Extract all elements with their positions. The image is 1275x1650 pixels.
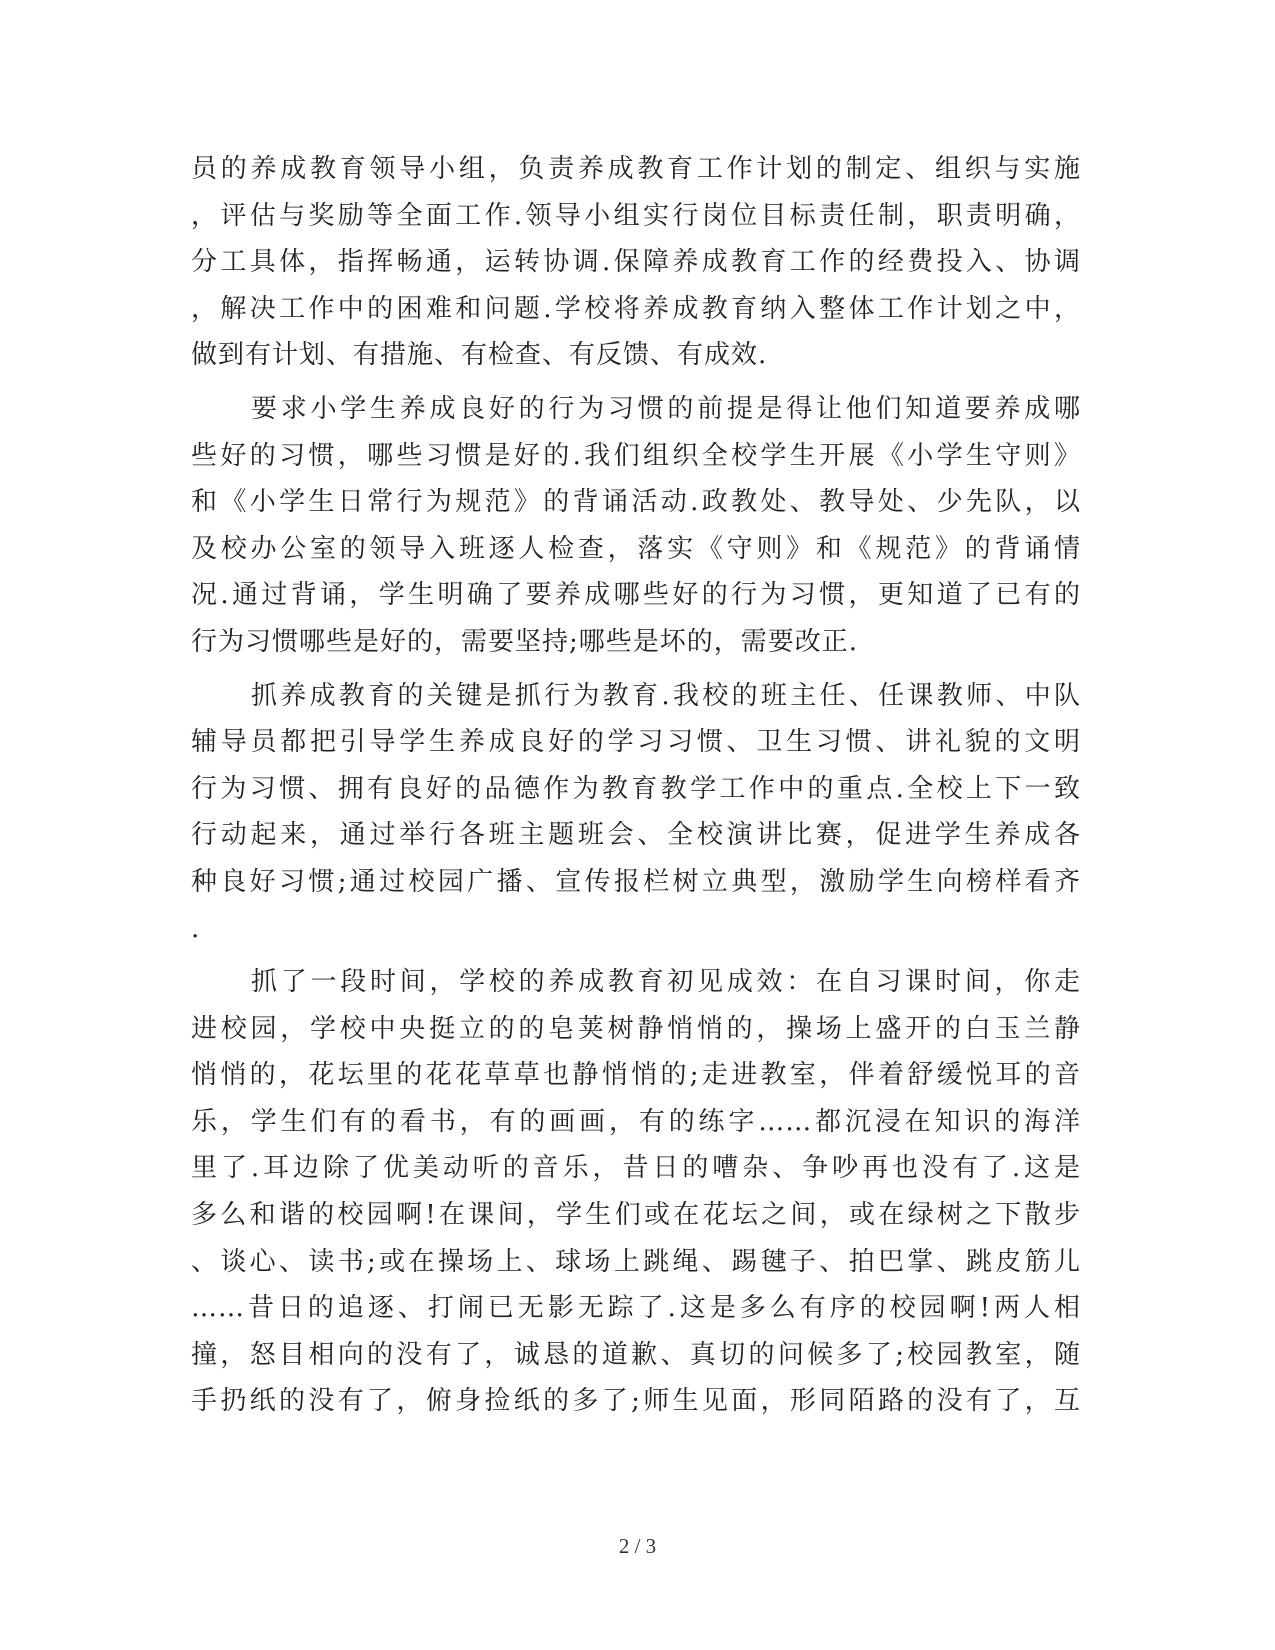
text-line: .	[191, 913, 201, 944]
text-line: 行为习惯哪些是好的，需要坚持;哪些是坏的，需要改正.	[191, 626, 859, 657]
text-line: 里了.耳边除了优美动听的音乐，昔日的嘈杂、争吵再也没有了.这是	[191, 1153, 1081, 1184]
page-number: 2 / 3	[618, 1534, 657, 1558]
text-line: 做到有计划、有措施、有检查、有反馈、有成效.	[191, 340, 768, 371]
text-line: 及校办公室的领导入班逐人检查，落实《守则》和《规范》的背诵情	[191, 533, 1081, 564]
text-line: 行为习惯、拥有良好的品德作为教育教学工作中的重点.全校上下一致	[191, 773, 1081, 804]
text-line: 进校园，学校中央挺立的的皂荚树静悄悄的，操场上盛开的白玉兰静	[191, 1013, 1081, 1044]
text-line: 辅导员都把引导学生养成良好的学习习惯、卫生习惯、讲礼貌的文明	[191, 727, 1081, 758]
paragraph	[191, 386, 1081, 666]
text-line: 些好的习惯，哪些习惯是好的.我们组织全校学生开展《小学生守则》	[191, 440, 1081, 471]
text-line: 乐，学生们有的看书，有的画画，有的练字……都沉浸在知识的海洋	[191, 1106, 1081, 1137]
text-line: 行动起来，通过举行各班主题班会、全校演讲比赛，促进学生养成各	[191, 820, 1081, 851]
paragraph	[191, 146, 1081, 379]
text-line: 抓养成教育的关键是抓行为教育.我校的班主任、任课教师、中队	[251, 680, 1081, 711]
text-line: 手扔纸的没有了，俯身捡纸的多了;师生见面，形同陌路的没有了，互	[191, 1386, 1081, 1417]
body-text	[191, 146, 1081, 1425]
text-line: 和《小学生日常行为规范》的背诵活动.政教处、教导处、少先队，以	[191, 487, 1081, 518]
text-line: 多么和谐的校园啊!在课间，学生们或在花坛之间，或在绿树之下散步	[191, 1200, 1081, 1231]
text-line: 况.通过背诵，学生明确了要养成哪些好的行为习惯，更知道了已有的	[191, 580, 1081, 611]
text-line: 撞，怒目相向的没有了，诚恳的道歉、真切的问候多了;校园教室，随	[191, 1339, 1081, 1370]
text-line: 种良好习惯;通过校园广播、宣传报栏树立典型，激励学生向榜样看齐	[191, 866, 1081, 897]
text-line: ，评估与奖励等全面工作.领导小组实行岗位目标责任制，职责明确，	[191, 200, 1081, 231]
text-line: 员的养成教育领导小组，负责养成教育工作计划的制定、组织与实施	[191, 154, 1081, 184]
text-line: 悄悄的，花坛里的花花草草也静悄悄的;走进教室，伴着舒缓悦耳的音	[191, 1060, 1081, 1091]
text-line: 要求小学生养成良好的行为习惯的前提是得让他们知道要养成哪	[251, 393, 1081, 424]
text-line: ，解决工作中的困难和问题.学校将养成教育纳入整体工作计划之中，	[191, 293, 1081, 324]
paragraph	[191, 673, 1081, 953]
text-line: 、谈心、读书;或在操场上、球场上跳绳、踢毽子、拍巴掌、跳皮筋儿	[191, 1246, 1081, 1277]
text-line: ……昔日的追逐、打闹已无影无踪了.这是多么有序的校园啊!两人相	[191, 1293, 1081, 1324]
text-line: 分工具体，指挥畅通，运转协调.保障养成教育工作的经费投入、协调	[191, 247, 1081, 278]
text-line: 抓了一段时间，学校的养成教育初见成效：在自习课时间，你走	[251, 967, 1081, 998]
paragraph	[191, 959, 1081, 1425]
